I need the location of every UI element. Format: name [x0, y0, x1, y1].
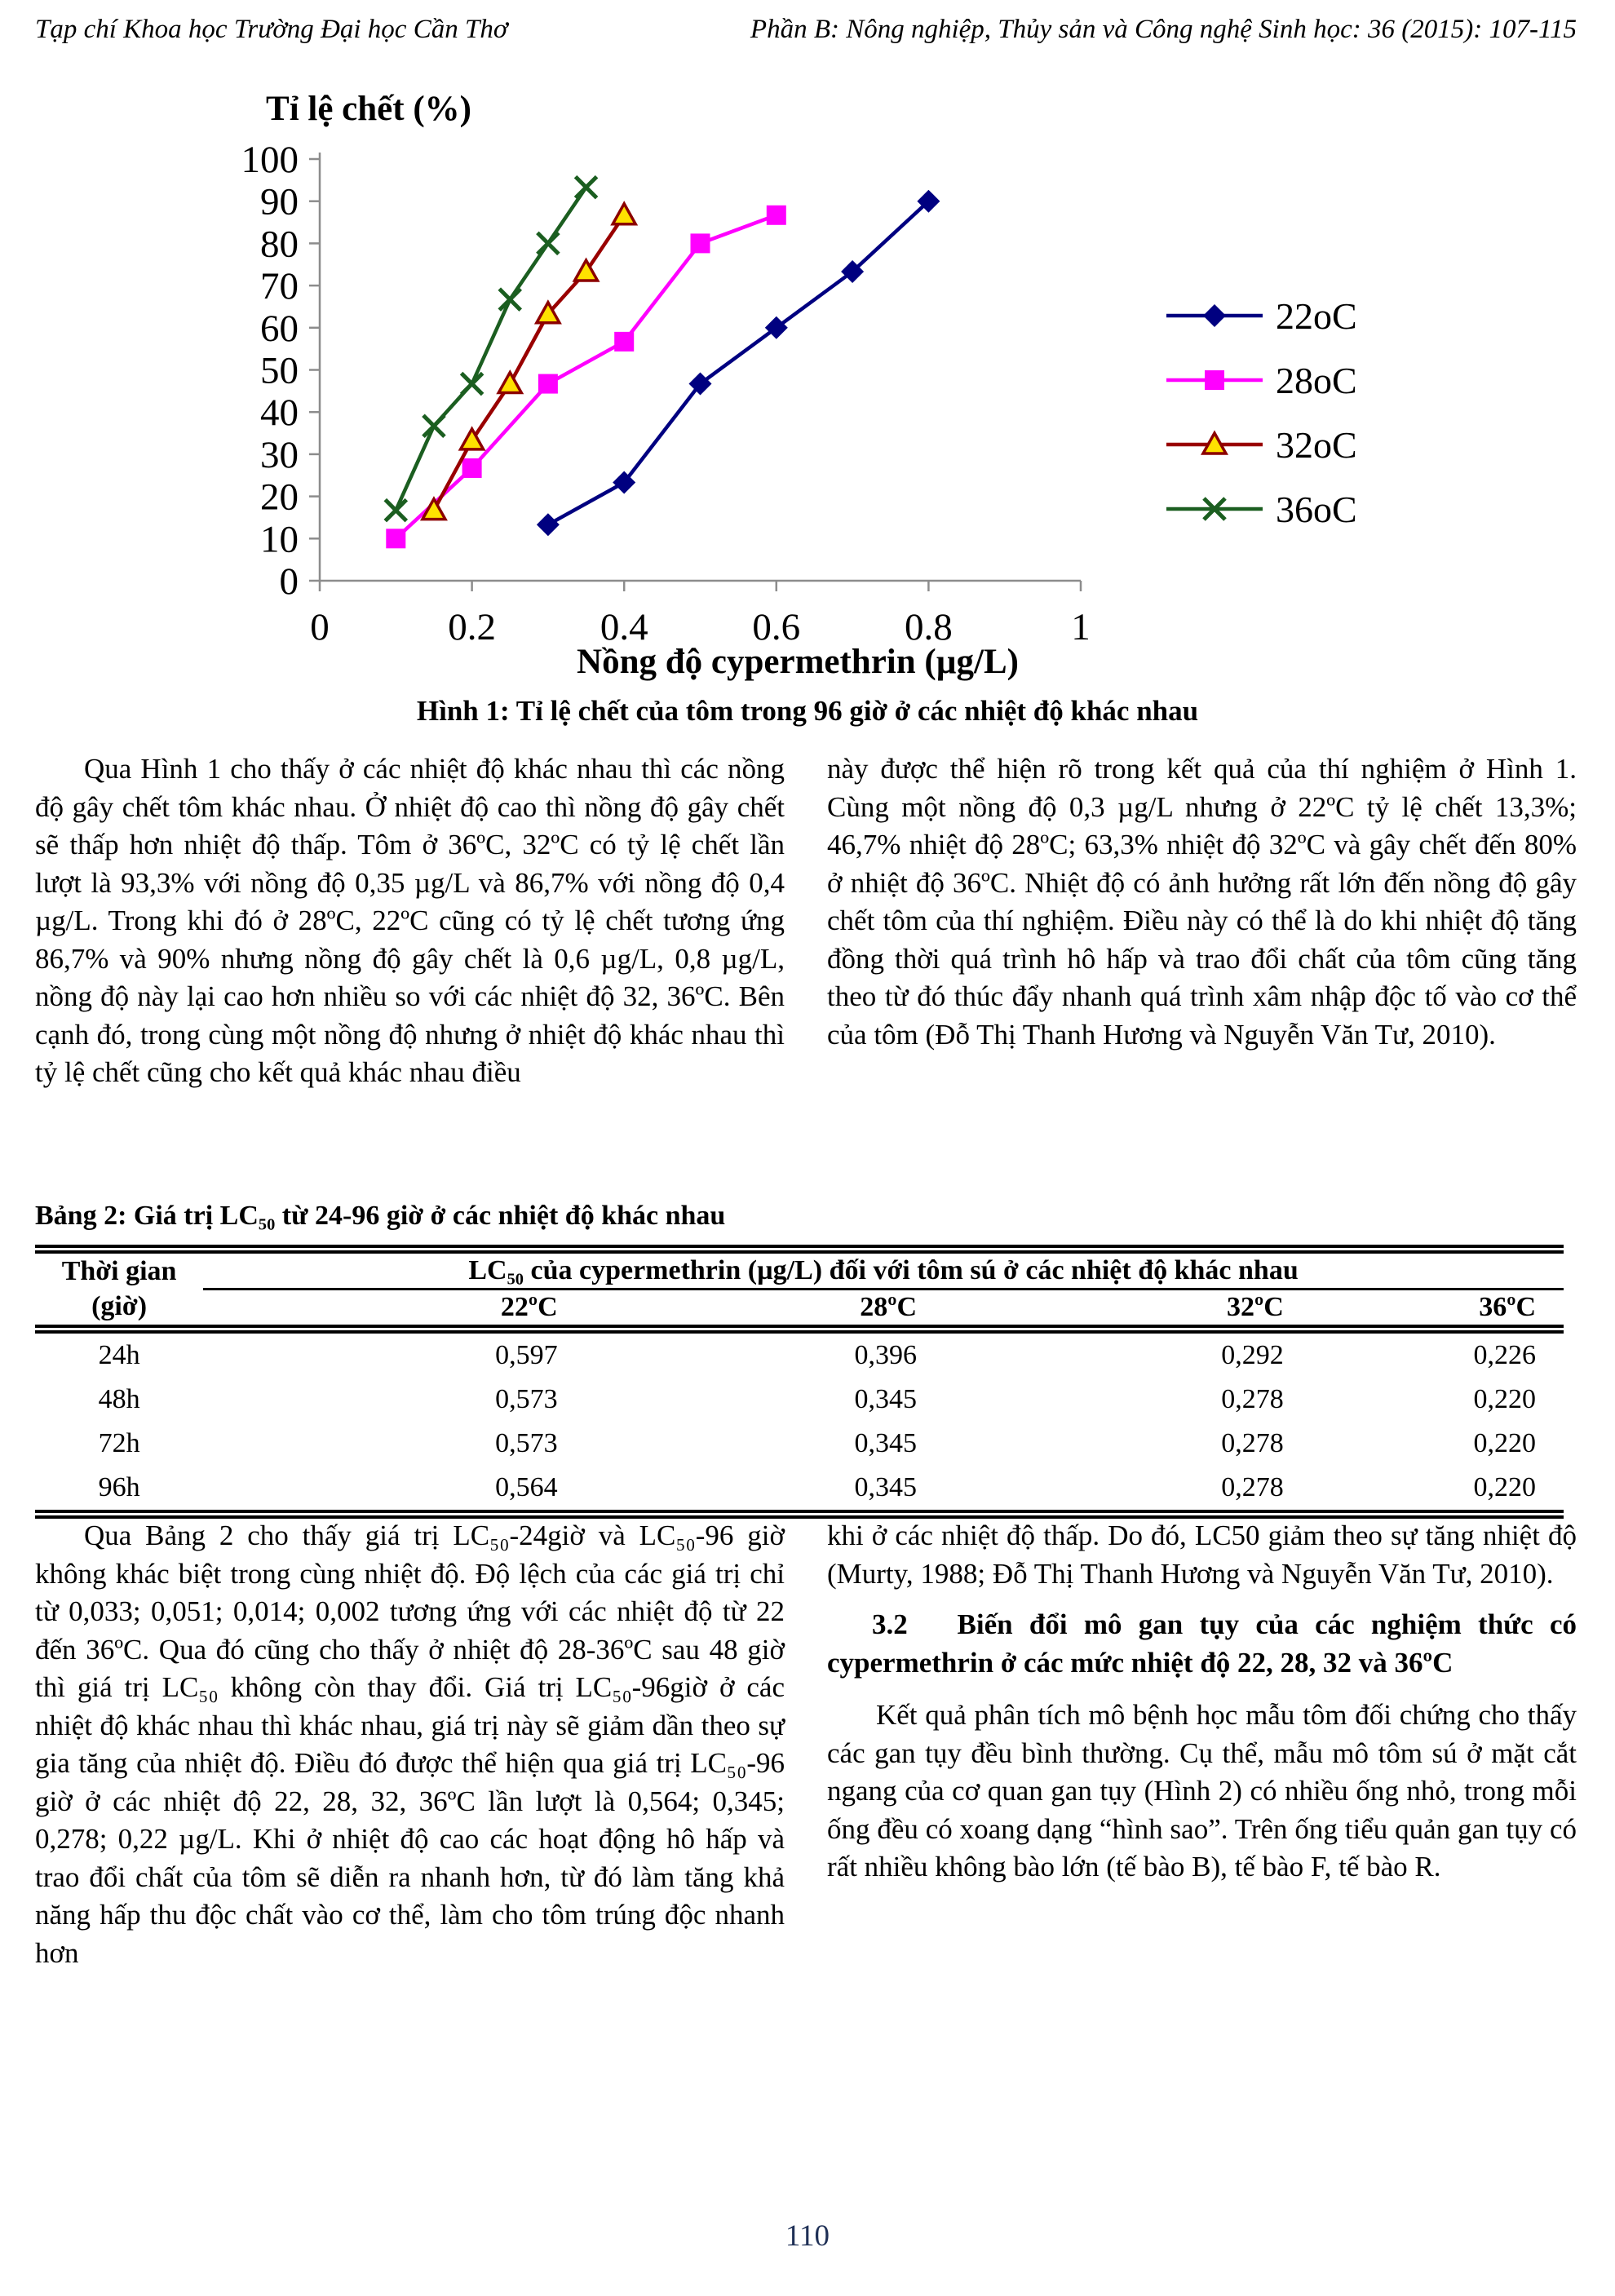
lc50-value-cell: 0,220 [1473, 1428, 1536, 1458]
lc50-value-cell: 0,220 [1473, 1472, 1536, 1502]
figure1 [122, 77, 1493, 699]
span-header: LC₅₀ của cypermethrin (µg/L) đối với tôm sú ở các nhiệt độ khác nhau [203, 1250, 1564, 1290]
y-tick-label: 50 [260, 349, 299, 392]
paragraph: này được thể hiện rõ trong kết quả của thí nghiệm ở Hình 1. Cùng một nồng độ 0,3 µg/L nhưng ở 22ºC tỷ lệ chết 13,3%; 46,7% nhiệt độ 28ºC; 63,3% nhiệt độ 32ºC và gây chết đến 80% ở nhiệt độ 36ºC. Nhiệt độ có ảnh hưởng rất lớn đến nồng độ gây chết tôm của thí nghiệm. Điều này có thể là do khi nhiệt độ tăng đồng thời quá trình hô hấp và trao đổi chất của tôm cũng tăng theo từ đó thúc đẩy nhanh quá trình xâm nhập độc tố vào cơ thể của tôm (Đỗ Thị Thanh Hương và Nguyễn Văn Tư, 2010). [827, 753, 1577, 1051]
y-tick-label: 60 [260, 307, 299, 350]
right-column-2 [827, 1517, 1577, 1972]
time-header-unit: (giờ) [91, 1291, 148, 1322]
lc50-value-cell: 0,278 [1221, 1472, 1284, 1502]
y-tick-label: 10 [260, 518, 299, 561]
legend-label: 28oC [1276, 360, 1357, 401]
table-header-row-2 [35, 1290, 1564, 1329]
y-axis-title: Tỉ lệ chết (%) [266, 90, 471, 128]
table2-block [35, 1201, 1564, 1519]
issue-info: Phần B: Nông nghiệp, Thủy sản và Công nghệ Sinh học: 36 (2015): 107-115 [750, 15, 1577, 44]
lc50-value-cell: 0,278 [1221, 1428, 1284, 1458]
y-tick-label: 70 [260, 265, 299, 308]
table-row [35, 1378, 1564, 1422]
journal-name: Tạp chí Khoa học Trường Đại học Cần Thơ [35, 15, 508, 44]
time-cell: 24h [98, 1340, 140, 1370]
x-axis-title: Nồng độ cypermethrin (µg/L) [577, 643, 1019, 681]
legend [1166, 295, 1357, 530]
lc50-value-cell: 0,396 [854, 1340, 917, 1370]
lc50-value-cell: 0,278 [1221, 1384, 1284, 1414]
lc50-value-cell: 0,597 [495, 1340, 558, 1370]
time-cell: 96h [98, 1472, 140, 1502]
lc50-value-cell: 0,573 [495, 1428, 558, 1458]
lc50-value-cell: 0,220 [1473, 1384, 1536, 1414]
x-tick-label: 0.6 [752, 606, 801, 648]
y-tick-label: 30 [260, 433, 299, 476]
y-tick-label: 80 [260, 223, 299, 266]
y-tick-label: 90 [260, 180, 299, 223]
x-tick-label: 0.8 [905, 606, 953, 648]
paragraph: Qua Bảng 2 cho thấy giá trị LC₅₀-24giờ và LC₅₀-96 giờ không khác biệt trong cùng nhiệt độ. Độ lệch của các giá trị chỉ từ 0,033; 0,051; 0,014; 0,002 tương ứng với các nhiệt độ từ 22 đến 36ºC. Qua đó cũng cho thấy ở nhiệt độ 28-36ºC sau 48 giờ thì giá trị LC₅₀ không còn thay đổi. Giá trị LC₅₀-96giờ ở các nhiệt độ khác nhau thì khác nhau, giá trị này sẽ giảm dần theo sự gia tăng của nhiệt độ. Điều đó được thể hiện qua giá trị LC₅₀-96 giờ ở các nhiệt độ 22, 28, 32, 36ºC lần lượt là 0,564; 0,345; 0,278; 0,22 µg/L. Khi ở nhiệt độ cao các hoạt động hô hấp và trao đổi chất của tôm sẽ diễn ra nhanh hơn, từ đó làm tăng khả năng hấp thu độc chất vào cơ thể, làm cho tôm trúng độc nhanh hơn [35, 1520, 785, 1969]
figure1-caption: Hình 1: Tỉ lệ chết của tôm trong 96 giờ ở các nhiệt độ khác nhau [416, 695, 1199, 727]
lc50-value-cell: 0,345 [854, 1472, 917, 1502]
series-28oC [386, 206, 786, 549]
table-row [35, 1466, 1564, 1515]
table-body [35, 1329, 1564, 1515]
lc50-value-cell: 0,564 [495, 1472, 558, 1502]
right-column-1 [827, 750, 1577, 1092]
series-36oC [385, 177, 596, 521]
y-tick-label: 20 [260, 476, 299, 519]
x-tick-label: 0.2 [448, 606, 496, 648]
left-column-2 [35, 1517, 785, 1972]
time-cell: 48h [98, 1384, 140, 1414]
x-tick-label: 0.4 [600, 606, 648, 648]
left-column-1 [35, 750, 785, 1092]
y-tick-label: 40 [260, 392, 299, 435]
temp-header: 36ºC [1479, 1292, 1536, 1322]
series-32oC [423, 204, 635, 520]
lc50-value-cell: 0,226 [1473, 1340, 1536, 1370]
lc50-value-cell: 0,345 [854, 1384, 917, 1414]
axes [241, 139, 1091, 648]
paragraph: khi ở các nhiệt độ thấp. Do đó, LC50 giảm theo sự tăng nhiệt độ (Murty, 1988; Đỗ Thị Thanh Hương và Nguyễn Văn Tư, 2010). [827, 1520, 1577, 1590]
temp-header: 28ºC [860, 1292, 917, 1322]
page-footer [0, 2219, 1615, 2254]
x-tick-label: 1 [1071, 606, 1091, 648]
table2-head [35, 1250, 1564, 1329]
legend-label: 36oC [1276, 489, 1357, 530]
page-header [35, 13, 1577, 46]
x-tick-label: 0 [310, 606, 330, 648]
lc50-value-cell: 0,573 [495, 1384, 558, 1414]
temp-header: 22ºC [500, 1292, 558, 1322]
section-heading-3-2: 3.2 Biến đổi mô gan tụy của các nghiệm thức có cypermethrin ở các mức nhiệt độ 22, 28, 32 và 36ºC [827, 1608, 1577, 1679]
body-columns-2 [35, 1517, 1577, 1972]
table-row [35, 1422, 1564, 1466]
legend-label: 22oC [1276, 295, 1357, 337]
figure1-chart [122, 77, 1493, 699]
body-columns-1 [35, 750, 1577, 1092]
series-22oC [537, 190, 940, 537]
time-cell: 72h [98, 1428, 140, 1458]
legend-label: 32oC [1276, 424, 1357, 466]
paragraph: Kết quả phân tích mô bệnh học mẫu tôm đối chứng cho thấy các gan tụy đều bình thường. Cụ thể, mẫu mô tôm sú ở mặt cắt ngang của cơ quan gan tụy (Hình 2) có nhiều ống nhỏ, trong mỗi ống đều có xoang dạng “hình sao”. Trên ống tiểu quản gan tụy có rất nhiều không bào lớn (tế bào B), tế bào F, tế bào R. [827, 1699, 1577, 1882]
temp-header: 32ºC [1226, 1292, 1284, 1322]
y-tick-label: 100 [241, 139, 299, 181]
table-header-row-1 [35, 1250, 1564, 1290]
paragraph: Qua Hình 1 cho thấy ở các nhiệt độ khác nhau thì các nồng độ gây chết tôm khác nhau. Ở nhiệt độ cao thì nồng độ gây chết sẽ thấp hơn nhiệt độ thấp. Tôm ở 36ºC, 32ºC có tỷ lệ chết lần lượt là 93,3% với nồng độ 0,35 µg/L và 86,7% với nồng độ 0,4 µg/L. Trong khi đó ở 28ºC, 22ºC cũng có tỷ lệ chết tương ứng 86,7% và 90% nhưng nồng độ gây chết là 0,6 µg/L, 0,8 µg/L, nồng độ này lại cao hơn nhiều so với các nhiệt độ 32, 36ºC. Bên cạnh đó, trong cùng một nồng độ nhưng ở nhiệt độ khác nhau thì tỷ lệ chết cũng cho kết quả khác nhau điều [35, 753, 785, 1088]
y-tick-label: 0 [279, 560, 299, 603]
lc50-value-cell: 0,292 [1221, 1340, 1284, 1370]
table2 [35, 1245, 1564, 1519]
lc50-value-cell: 0,345 [854, 1428, 917, 1458]
table2-title: Bảng 2: Giá trị LC₅₀ từ 24-96 giờ ở các nhiệt độ khác nhau [35, 1201, 726, 1231]
time-header: Thời gian [61, 1255, 177, 1286]
page-number: 110 [785, 2219, 830, 2253]
table-row [35, 1329, 1564, 1378]
